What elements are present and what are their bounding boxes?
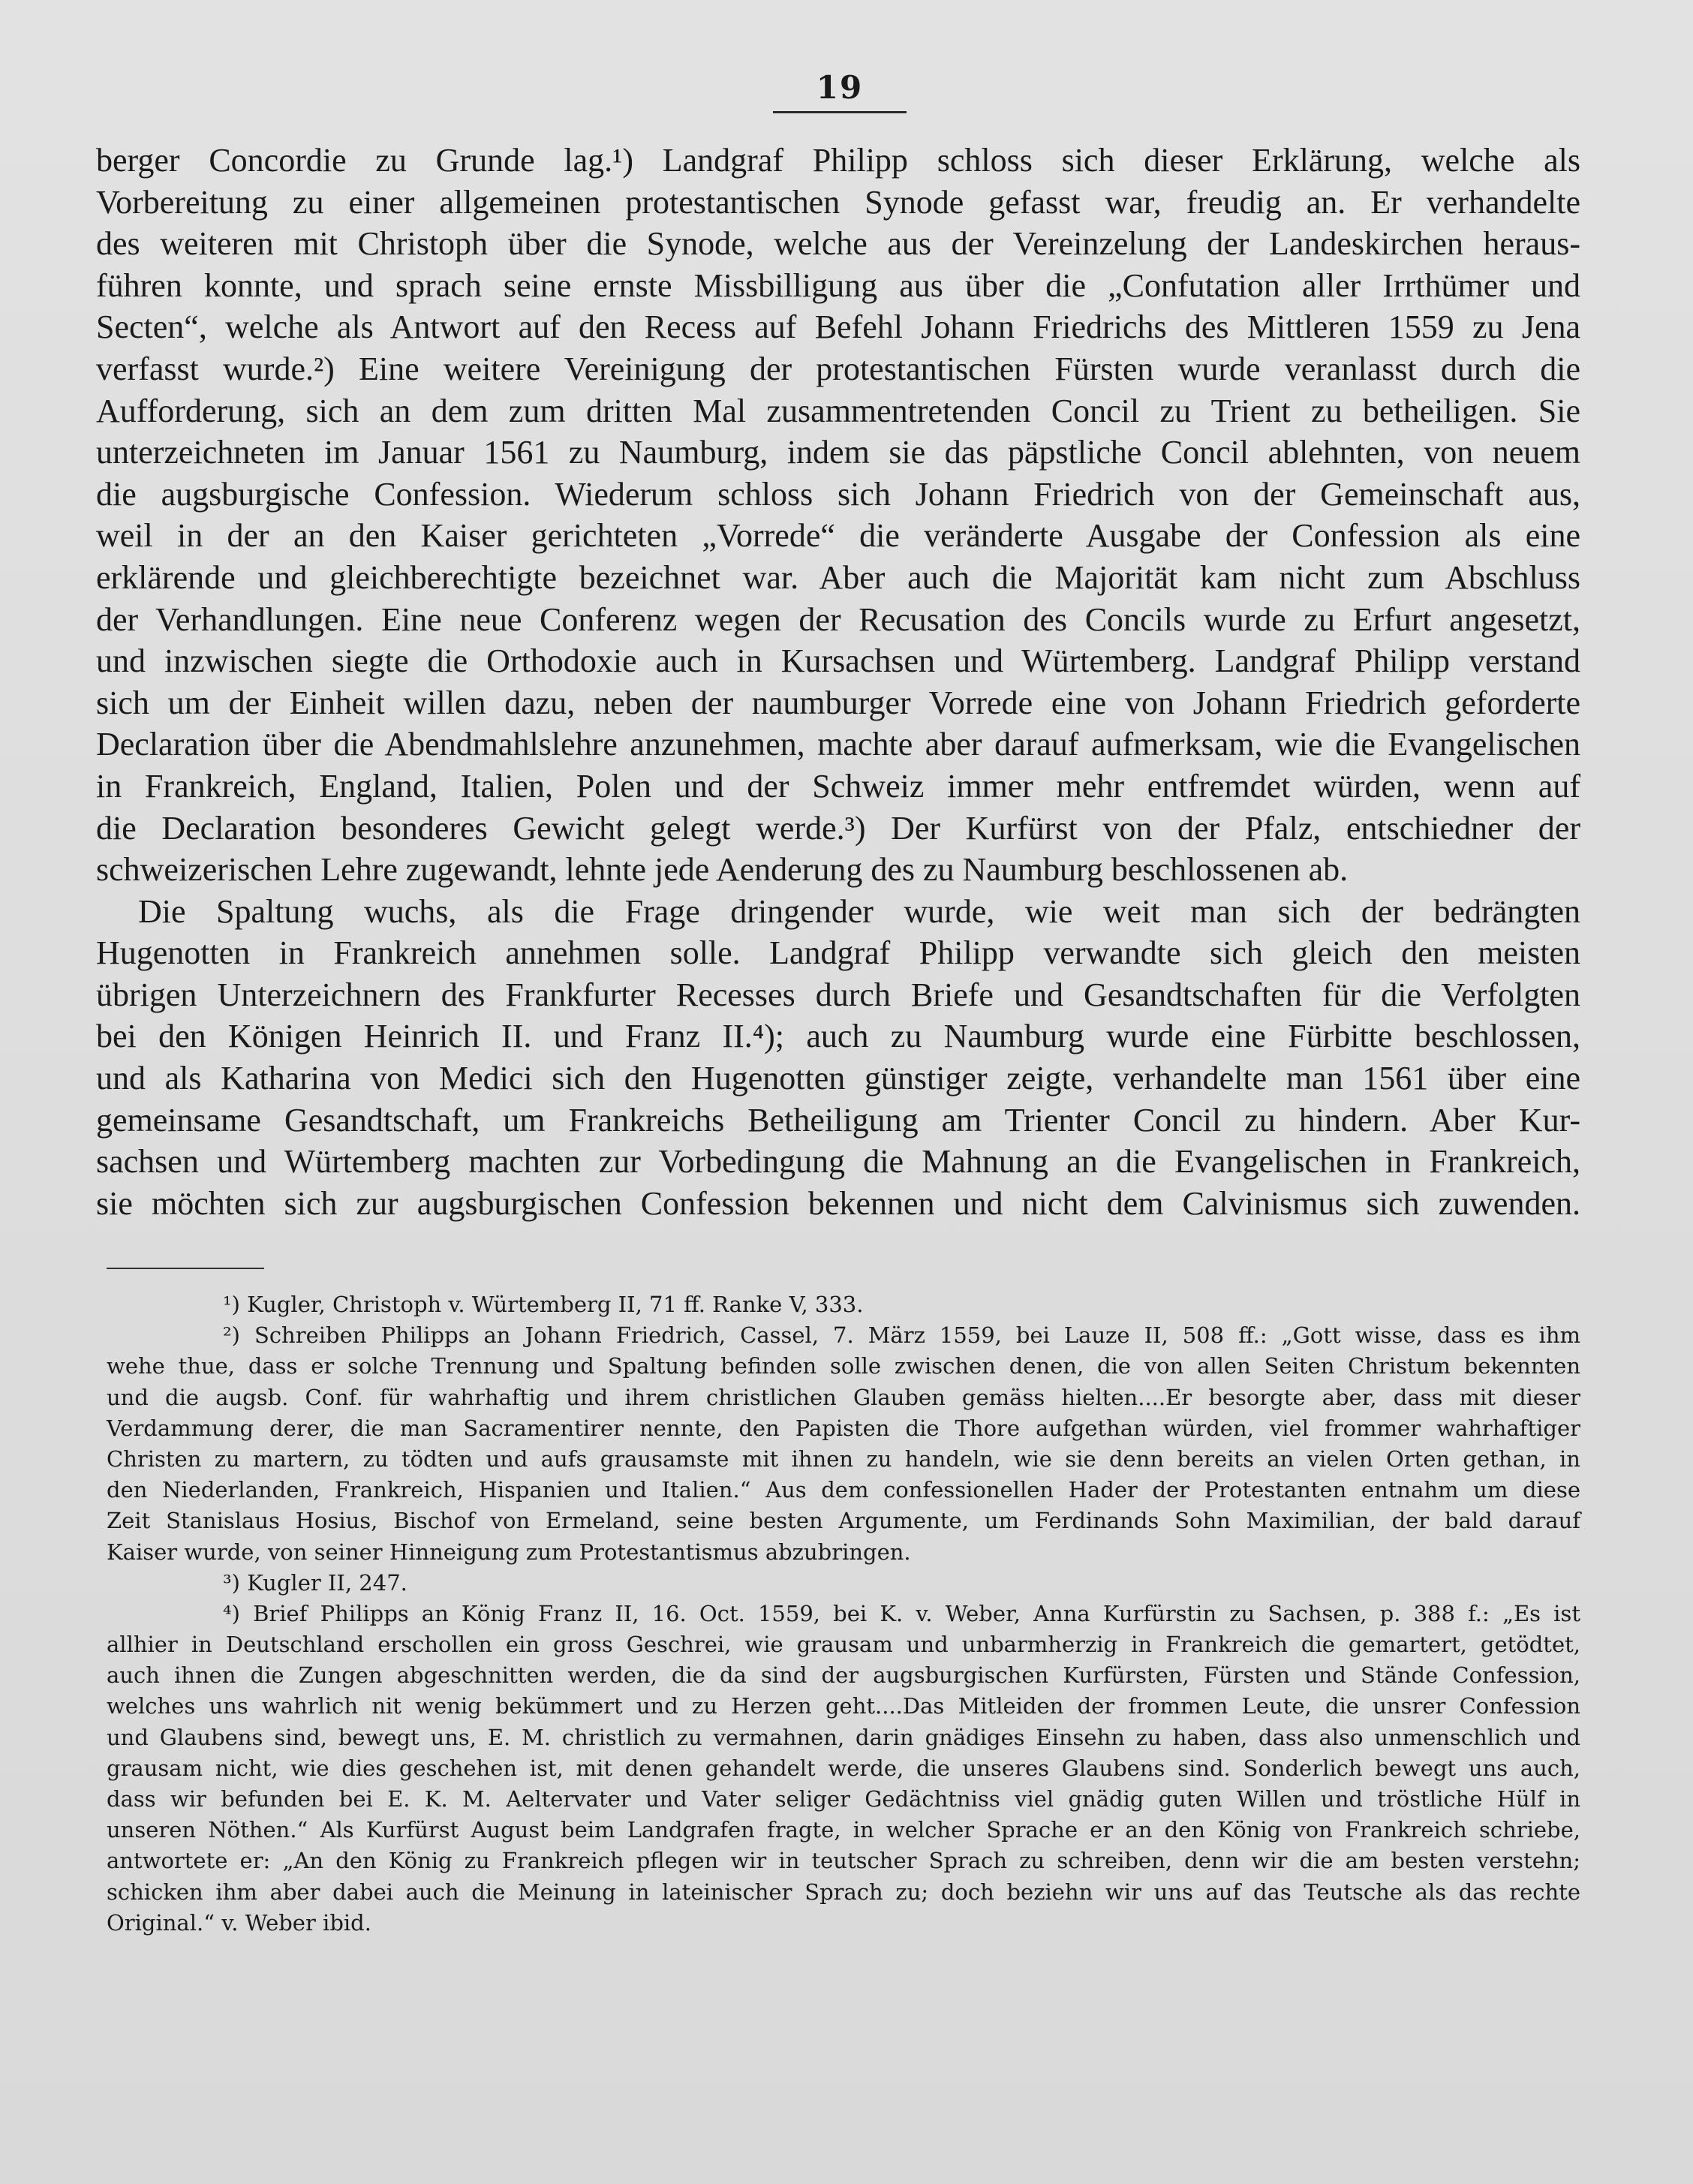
text-line: Declaration über die Abendmahlslehre anzunehmen, machte aber darauf aufmerksam, wie die Evangelischen bbox=[96, 726, 1580, 763]
footnote-3: ³) Kugler II, 247. bbox=[223, 1569, 407, 1596]
footnote-line: allhier in Deutschland erschollen ein gross Geschrei, wie grausam und unbarmherzig in Frankreich die gemartert, getödtet, bbox=[107, 1632, 1580, 1658]
footnote-line: den Niederlanden, Frankreich, Hispanien und Italien.“ Aus dem confessionellen Hader der Protestanten entnahm um diese bbox=[107, 1477, 1580, 1503]
text-line: übrigen Unterzeichnern des Frankfurter Recesses durch Briefe und Gesandtschaften für die Verfolgten bbox=[96, 976, 1580, 1013]
footnote-2: ²) Schreiben Philipps an Johann Friedrich, Cassel, 7. März 1559, bei Lauze II, 508 ff.: „Gott wisse, dass es ihm bbox=[223, 1322, 1580, 1349]
footnote-1: ¹) Kugler, Christoph v. Würtemberg II, 71 ff. Ranke V, 333. bbox=[223, 1292, 864, 1317]
text-line: unterzeichneten im Januar 1561 zu Naumburg, indem sie das päpstliche Concil ablehnten, von neuem bbox=[96, 434, 1580, 471]
footnote-line: antwortete er: „An den König zu Frankreich pflegen wir in teutscher Sprach zu schreiben, denn wir die am besten verstehn; bbox=[107, 1848, 1580, 1874]
text-line: Aufforderung, sich an dem zum dritten Mal zusammentretenden Concil zu Trient zu betheiligen. Sie bbox=[96, 392, 1580, 429]
footnote-line: Christen zu martern, zu tödten und aufs grausamste mit ihnen zu handeln, wie sie denn bereits an vielen Orten gethan, in bbox=[107, 1445, 1580, 1472]
footnote-4: ⁴) Brief Philipps an König Franz II, 16. Oct. 1559, bei K. v. Weber, Anna Kurfürstin zu Sachsen, p. 388 f.: „Es ist bbox=[223, 1600, 1580, 1626]
text-line: und inzwischen siegte die Orthodoxie auch in Kursachsen und Würtemberg. Landgraf Philipp verstand bbox=[96, 642, 1580, 680]
text-line: die augsburgische Confession. Wiederum schloss sich Johann Friedrich von der Gemeinschaft aus, bbox=[96, 475, 1580, 513]
text-line: Hugenotten in Frankreich annehmen solle. Landgraf Philipp verwandte sich gleich den meisten bbox=[96, 934, 1580, 972]
text-line: sachsen und Würtemberg machten zur Vorbedingung die Mahnung an die Evangelischen in Frankreich, bbox=[96, 1143, 1580, 1181]
footnote-line: grausam nicht, wie dies geschehen ist, mit denen gehandelt werde, die unseres Glaubens sind. Sonderlich bewegt uns auch, bbox=[107, 1755, 1580, 1781]
text-line: der Verhandlungen. Eine neue Conferenz wegen der Recusation des Concils wurde zu Erfurt angesetzt, bbox=[96, 600, 1580, 638]
text-line: sich um der Einheit willen dazu, neben der naumburger Vorrede eine von Johann Friedrich geforderte bbox=[96, 684, 1580, 721]
text-line: schweizerischen Lehre zugewandt, lehnte jede Aenderung des zu Naumburg beschlossenen ab. bbox=[96, 851, 1349, 889]
text-line: Secten“, welche als Antwort auf den Recess auf Befehl Johann Friedrichs des Mittleren 1559 zu Jena bbox=[96, 308, 1580, 346]
footnote-separator bbox=[107, 1268, 264, 1269]
text-line: gemeinsame Gesandtschaft, um Frankreichs Betheiligung am Trienter Concil zu hindern. Aber Kur- bbox=[96, 1101, 1580, 1139]
footnote-line: Kaiser wurde, von seiner Hinneigung zum Protestantismus abzubringen. bbox=[107, 1539, 911, 1565]
footnote-line: unseren Nöthen.“ Als Kurfürst August beim Landgrafen fragte, in welcher Sprache er an den König von Frankreich schriebe, bbox=[107, 1817, 1580, 1843]
footnote-line: und die augsb. Conf. für wahrhaftig und ihrem christlichen Glauben gemäss hielten....Er besorgte aber, dass mit dieser bbox=[107, 1384, 1580, 1410]
footnotes bbox=[107, 1289, 1580, 1939]
footnote-line: welches uns wahrlich nit wenig bekümmert und zu Herzen geht....Das Mitleiden der frommen Leute, die unsrer Confession bbox=[107, 1693, 1580, 1719]
text-line: in Frankreich, England, Italien, Polen und der Schweiz immer mehr entfremdet würden, wenn auf bbox=[96, 767, 1580, 805]
text-line: Vorbereitung zu einer allgemeinen protestantischen Synode gefasst war, freudig an. Er verhandelte bbox=[96, 183, 1580, 221]
text-line: verfasst wurde.²) Eine weitere Vereinigung der protestantischen Fürsten wurde veranlasst durch die bbox=[96, 350, 1580, 387]
page-number: 19 bbox=[816, 69, 864, 106]
footnote-line: Original.“ v. Weber ibid. bbox=[107, 1909, 371, 1936]
text-line: und als Katharina von Medici sich den Hugenotten günstiger zeigte, verhandelte man 1561 über eine bbox=[96, 1060, 1580, 1097]
text-line: berger Concordie zu Grunde lag.¹) Landgraf Philipp schloss sich dieser Erklärung, welche als bbox=[96, 142, 1580, 179]
page-number-rule bbox=[773, 111, 907, 113]
text-line: erklärende und gleichberechtigte bezeichnet war. Aber auch die Majorität kam nicht zum Abschluss bbox=[96, 558, 1580, 596]
text-line: des weiteren mit Christoph über die Synode, welche aus der Vereinzelung der Landeskirchen heraus- bbox=[96, 225, 1580, 263]
text-line: sie möchten sich zur augsburgischen Confession bekennen und nicht dem Calvinismus sich zuwenden. bbox=[96, 1184, 1580, 1222]
footnote-line: schicken ihm aber dabei auch die Meinung in lateinischer Sprach zu; doch beziehn wir uns auf das Teutsche als das rechte bbox=[107, 1879, 1580, 1905]
footnote-line: Verdammung derer, die man Sacramentirer nennte, den Papisten die Thore aufgethan würden, viel frommer wahrhaftiger bbox=[107, 1415, 1580, 1441]
main-text bbox=[96, 140, 1580, 1224]
footnote-line: Zeit Stanislaus Hosius, Bischof von Ermeland, seine besten Argumente, um Ferdinands Sohn Maximilian, der bald darauf bbox=[107, 1508, 1580, 1534]
paragraph-start-line: Die Spaltung wuchs, als die Frage dringender wurde, wie weit man sich der bedrängten bbox=[138, 892, 1580, 930]
text-line: bei den Königen Heinrich II. und Franz II.⁴); auch zu Naumburg wurde eine Fürbitte beschlossen, bbox=[96, 1018, 1580, 1055]
footnote-line: wehe thue, dass er solche Trennung und Spaltung befinden solle zwischen denen, die von allen Seiten Christum bekennten bbox=[107, 1353, 1580, 1379]
text-line: weil in der an den Kaiser gerichteten „Vorrede“ die veränderte Ausgabe der Confession als eine bbox=[96, 517, 1580, 555]
text-line: führen konnte, und sprach seine ernste Missbilligung aus über die „Confutation aller Irrthümer und bbox=[96, 266, 1580, 304]
text-line: die Declaration besonderes Gewicht gelegt werde.³) Der Kurfürst von der Pfalz, entschiedner der bbox=[96, 809, 1580, 847]
footnote-line: und Glaubens sind, bewegt uns, E. M. christlich zu vermahnen, darin gnädiges Einsehn zu haben, dass also unmenschlich und bbox=[107, 1724, 1580, 1750]
footnote-line: dass wir befunden bei E. K. M. Aeltervater und Vater seliger Gedächtniss viel gnädig guten Willen und tröstliche Hülf in bbox=[107, 1786, 1580, 1812]
footnote-line: auch ihnen die Zungen abgeschnitten werden, die da sind der augsburgischen Kurfürsten, Fürsten und Stände Confession, bbox=[107, 1662, 1580, 1689]
